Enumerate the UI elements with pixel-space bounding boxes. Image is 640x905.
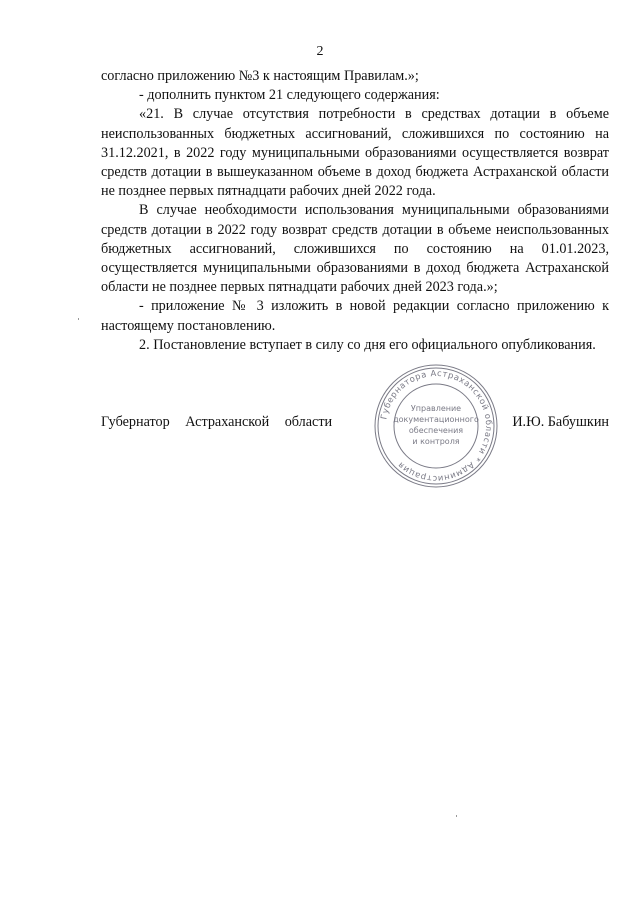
paragraph-3: «21. В случае отсутствия потребности в средствах дотации в объеме неиспользованных бюджетных ассигнований, сложившихся по состоянию на 31.12.2021, в 2022 году муниципальными образованиями осуществляется возврат средств дотации в вышеуказанном объеме в доход бюджета Астраханской области не позднее первых пятнадцати рабочих дней 2022 года. xyxy=(101,106,609,200)
signature-block xyxy=(101,414,609,436)
stamp-inner-line-1: Управление xyxy=(410,404,462,413)
scan-speck xyxy=(78,318,79,320)
scan-speck xyxy=(456,815,457,817)
signatory-title: Губернатор Астраханской области xyxy=(101,414,333,430)
paragraph-5: - приложение № 3 изложить в новой редакции согласно приложению к настоящему постановлению. xyxy=(101,298,609,334)
signatory-name: И.Ю. Бабушкин xyxy=(512,414,609,430)
paragraph-6: 2. Постановление вступает в силу со дня его официального опубликования. xyxy=(139,336,596,353)
stamp-outer-text: Губернатора Астраханской области * Администрация xyxy=(378,367,495,485)
stamp-inner-line-4: и контроля xyxy=(412,437,460,446)
paragraph-1: согласно приложению №3 к настоящим Правилам.»; xyxy=(101,68,419,84)
page-number: 2 xyxy=(316,44,324,59)
stamp-inner-line-2: документационного xyxy=(393,415,479,424)
paragraph-2: - дополнить пунктом 21 следующего содержания: xyxy=(139,87,440,104)
official-stamp xyxy=(373,363,499,489)
paragraph-4: В случае необходимости использования муниципальными образованиями средств дотации в 2022 году возврат средств дотации в объеме неиспользованных бюджетных ассигнований, сложившихся по состоянию на 01.01.2023, осуществляется муниципальными образованиями в доход бюджета Астраханской области не позднее первых пятнадцати рабочих дней 2023 года.»; xyxy=(101,202,609,296)
document-body xyxy=(101,67,609,355)
stamp-inner-line-3: обеспечения xyxy=(408,426,464,435)
